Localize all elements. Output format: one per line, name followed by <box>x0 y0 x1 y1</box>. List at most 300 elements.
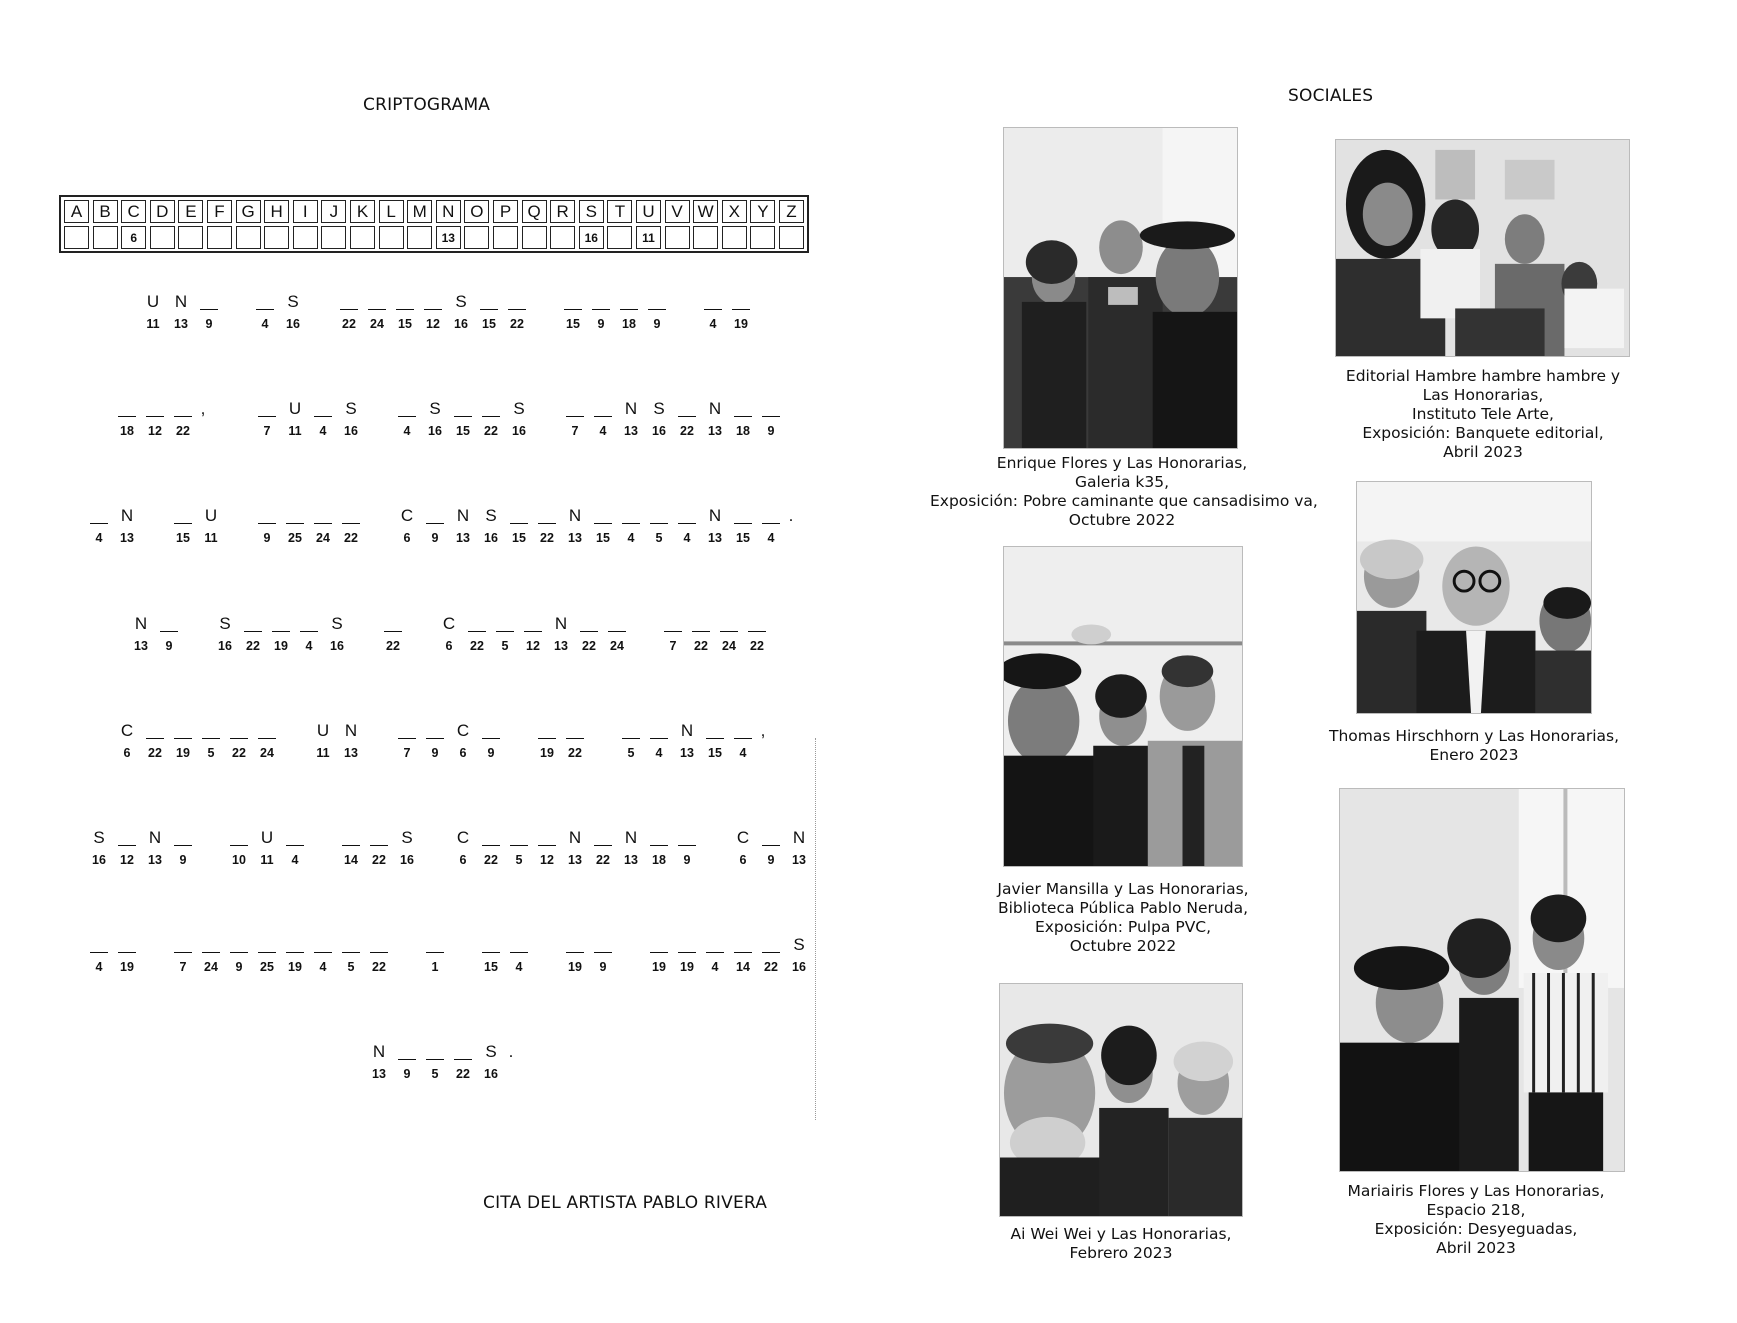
cipher-letter-f: F <box>207 200 232 223</box>
cipher-hint-w[interactable] <box>693 226 718 249</box>
cell-number: 11 <box>288 424 302 438</box>
cell-number: 19 <box>120 960 134 974</box>
cipher-hint-l[interactable] <box>379 226 404 249</box>
blank-line <box>314 952 332 953</box>
blank-line <box>340 309 358 310</box>
cell-number: 22 <box>372 960 386 974</box>
cell-number: 22 <box>344 531 358 545</box>
cipher-letter-o: O <box>464 200 489 223</box>
cell-number: 24 <box>260 746 274 760</box>
blank-line <box>678 845 696 846</box>
cell-letter[interactable]: N <box>624 399 638 418</box>
cell-number: 11 <box>146 317 160 331</box>
cell-letter[interactable]: S <box>93 828 105 847</box>
blank-line <box>468 631 486 632</box>
cell-number: 16 <box>92 853 106 867</box>
cell-letter[interactable]: S <box>485 506 497 525</box>
cell-number: 15 <box>484 960 498 974</box>
blank-line <box>258 738 276 739</box>
blank-line <box>454 1059 472 1060</box>
photo-editorial-hambre <box>1335 139 1630 357</box>
caption-line: Editorial Hambre hambre hambre y <box>1345 367 1621 385</box>
cell-number: 6 <box>459 853 467 867</box>
blank-line <box>384 631 402 632</box>
cell-number: 19 <box>652 960 666 974</box>
cell-letter[interactable]: S <box>219 614 231 633</box>
cell-number: 22 <box>372 853 386 867</box>
caption-line: Biblioteca Pública Pablo Neruda, <box>997 899 1249 917</box>
cell-number: 16 <box>330 639 344 653</box>
cipher-hint-c[interactable]: 6 <box>121 226 146 249</box>
blank-line <box>146 416 164 417</box>
cell-number: 19 <box>734 317 748 331</box>
blank-line <box>650 845 668 846</box>
cell-number: 13 <box>148 853 162 867</box>
cell-number: 9 <box>431 746 439 760</box>
blank-line <box>762 845 780 846</box>
blank-line <box>762 952 780 953</box>
blank-line <box>286 523 304 524</box>
cipher-hint-q[interactable] <box>522 226 547 249</box>
cell-number: 16 <box>484 1067 498 1081</box>
blank-line <box>510 845 528 846</box>
blank-line <box>342 952 360 953</box>
cell-number: 16 <box>484 531 498 545</box>
cipher-hint-u[interactable]: 11 <box>636 226 661 249</box>
blank-line <box>734 523 752 524</box>
blank-line <box>482 952 500 953</box>
cipher-letter-z: Z <box>779 200 804 223</box>
cipher-hint-y[interactable] <box>750 226 775 249</box>
cell-number: 9 <box>653 317 661 331</box>
cell-number: 19 <box>680 960 694 974</box>
blank-line <box>272 631 290 632</box>
cell-number: 22 <box>148 746 162 760</box>
cell-number: 4 <box>739 746 747 760</box>
cell-number: 6 <box>123 746 131 760</box>
cell-letter[interactable]: S <box>401 828 413 847</box>
cell-number: 15 <box>176 531 190 545</box>
cell-number: 13 <box>344 746 358 760</box>
cipher-hint-k[interactable] <box>350 226 375 249</box>
cipher-hint-t[interactable] <box>607 226 632 249</box>
blank-line <box>762 416 780 417</box>
blank-line <box>370 952 388 953</box>
cell-number: 13 <box>568 853 582 867</box>
caption-line: Exposición: Pobre caminante que cansadisimo va, <box>930 492 1318 510</box>
cell-number: 15 <box>398 317 412 331</box>
photo-image <box>1340 789 1624 1171</box>
blank-line <box>538 523 556 524</box>
cell-number: 16 <box>512 424 526 438</box>
blank-line <box>704 309 722 310</box>
cell-number: 4 <box>95 531 103 545</box>
cell-letter[interactable]: C <box>400 506 414 525</box>
cipher-hint-h[interactable] <box>264 226 289 249</box>
caption-line: Galeria k35, <box>1074 473 1170 491</box>
cell-number: 4 <box>709 317 717 331</box>
cell-number: 4 <box>319 424 327 438</box>
cell-number: 9 <box>403 1067 411 1081</box>
cell-number: 9 <box>165 639 173 653</box>
cell-letter[interactable]: S <box>331 614 343 633</box>
cell-number: 12 <box>426 317 440 331</box>
cipher-letter-k: K <box>350 200 375 223</box>
blank-line <box>174 523 192 524</box>
punctuation-mark: , <box>760 721 766 740</box>
cell-letter[interactable]: U <box>316 721 330 740</box>
quote-credit: CITA DEL ARTISTA PABLO RIVERA <box>483 1193 768 1213</box>
punctuation-mark: . <box>508 1042 514 1061</box>
caption-line: Mariairis Flores y Las Honorarias, <box>1347 1182 1605 1200</box>
photo-image <box>1357 482 1591 713</box>
blank-line <box>692 631 710 632</box>
blank-line <box>510 523 528 524</box>
blank-line <box>734 952 752 953</box>
cell-letter[interactable]: S <box>793 935 805 954</box>
cipher-hint-o[interactable] <box>464 226 489 249</box>
cell-number: 6 <box>445 639 453 653</box>
cipher-hint-g[interactable] <box>236 226 261 249</box>
cipher-letter-t: T <box>607 200 632 223</box>
cell-number: 4 <box>261 317 269 331</box>
cell-number: 13 <box>680 746 694 760</box>
cell-letter[interactable]: N <box>120 506 134 525</box>
cipher-hint-r[interactable] <box>550 226 575 249</box>
blank-line <box>734 738 752 739</box>
blank-line <box>426 1059 444 1060</box>
photo-image <box>1000 984 1242 1216</box>
blank-line <box>398 416 416 417</box>
blank-line <box>398 1059 416 1060</box>
cell-letter[interactable]: S <box>485 1042 497 1061</box>
cell-number: 7 <box>263 424 271 438</box>
caption-mariairis-flores <box>1326 1182 1626 1258</box>
cell-letter[interactable]: S <box>287 292 299 311</box>
caption-enrique-flores <box>930 454 1318 530</box>
blank-line <box>480 309 498 310</box>
cell-letter[interactable]: U <box>146 292 160 311</box>
cell-number: 4 <box>95 960 103 974</box>
cell-number: 13 <box>120 531 134 545</box>
cell-number: 9 <box>683 853 691 867</box>
cell-letter[interactable]: N <box>174 292 188 311</box>
caption-javier-mansilla <box>963 880 1283 956</box>
cipher-letter-n: N <box>436 200 461 223</box>
photo-enrique-flores <box>1003 127 1238 449</box>
blank-line <box>762 523 780 524</box>
blank-line <box>648 309 666 310</box>
cell-letter[interactable]: N <box>344 721 358 740</box>
caption-line: Febrero 2023 <box>1069 1244 1173 1262</box>
cipher-hint-d[interactable] <box>150 226 175 249</box>
cell-number: 4 <box>711 960 719 974</box>
cell-letter[interactable]: C <box>120 721 134 740</box>
cell-number: 11 <box>316 746 330 760</box>
caption-line: Espacio 218, <box>1426 1201 1526 1219</box>
cipher-key-table <box>59 195 809 253</box>
cell-number: 9 <box>263 531 271 545</box>
cell-number: 24 <box>722 639 736 653</box>
blank-line <box>174 416 192 417</box>
blank-line <box>592 309 610 310</box>
cipher-hint-n[interactable]: 13 <box>436 226 461 249</box>
blank-line <box>678 416 696 417</box>
cipher-hint-i[interactable] <box>293 226 318 249</box>
cell-letter[interactable]: S <box>455 292 467 311</box>
cell-letter[interactable]: N <box>624 828 638 847</box>
cell-number: 4 <box>305 639 313 653</box>
cell-number: 9 <box>235 960 243 974</box>
cell-letter[interactable]: C <box>736 828 750 847</box>
blank-line <box>300 631 318 632</box>
cell-number: 9 <box>487 746 495 760</box>
caption-editorial-hambre <box>1322 367 1644 462</box>
cipher-hint-a[interactable] <box>64 226 89 249</box>
cipher-hint-f[interactable] <box>207 226 232 249</box>
cell-number: 19 <box>176 746 190 760</box>
blank-line <box>426 952 444 953</box>
blank-line <box>118 952 136 953</box>
cell-number: 13 <box>708 424 722 438</box>
blank-line <box>510 952 528 953</box>
cell-number: 6 <box>403 531 411 545</box>
blank-line <box>566 738 584 739</box>
blank-line <box>368 309 386 310</box>
blank-line <box>146 738 164 739</box>
blank-line <box>90 523 108 524</box>
blank-line <box>748 631 766 632</box>
blank-line <box>594 952 612 953</box>
cell-number: 6 <box>459 746 467 760</box>
cell-letter[interactable]: N <box>372 1042 386 1061</box>
cipher-hint-p[interactable] <box>493 226 518 249</box>
cell-number: 9 <box>431 531 439 545</box>
cipher-letter-j: J <box>321 200 346 223</box>
dotted-divider <box>815 738 816 1120</box>
blank-line <box>230 845 248 846</box>
cipher-hint-z[interactable] <box>779 226 804 249</box>
cell-number: 4 <box>627 531 635 545</box>
blank-line <box>314 523 332 524</box>
blank-line <box>118 416 136 417</box>
cell-letter[interactable]: U <box>204 506 218 525</box>
blank-line <box>650 523 668 524</box>
caption-line: Abril 2023 <box>1443 443 1523 461</box>
cell-letter[interactable]: N <box>680 721 694 740</box>
cell-number: 5 <box>431 1067 439 1081</box>
blank-line <box>566 416 584 417</box>
cipher-letter-v: V <box>665 200 690 223</box>
photo-ai-wei-wei <box>999 983 1243 1217</box>
cell-number: 12 <box>526 639 540 653</box>
cell-number: 5 <box>515 853 523 867</box>
blank-line <box>230 738 248 739</box>
blank-line <box>496 631 514 632</box>
cell-number: 9 <box>179 853 187 867</box>
blank-line <box>258 523 276 524</box>
cell-number: 9 <box>205 317 213 331</box>
cell-number: 14 <box>736 960 750 974</box>
cell-number: 12 <box>540 853 554 867</box>
cell-number: 19 <box>288 960 302 974</box>
cell-number: 22 <box>750 639 764 653</box>
cell-number: 22 <box>596 853 610 867</box>
cell-number: 24 <box>316 531 330 545</box>
cipher-hint-j[interactable] <box>321 226 346 249</box>
cell-number: 5 <box>655 531 663 545</box>
blank-line <box>314 416 332 417</box>
cipher-letter-r: R <box>550 200 575 223</box>
cell-letter[interactable]: N <box>134 614 148 633</box>
cell-number: 12 <box>148 424 162 438</box>
cell-number: 9 <box>599 960 607 974</box>
cell-letter[interactable]: N <box>554 614 568 633</box>
cipher-letter-h: H <box>264 200 289 223</box>
blank-line <box>342 523 360 524</box>
cipher-letter-c: C <box>121 200 146 223</box>
cell-number: 4 <box>683 531 691 545</box>
blank-line <box>118 845 136 846</box>
cell-letter[interactable]: S <box>429 399 441 418</box>
cell-number: 22 <box>484 853 498 867</box>
blank-line <box>594 523 612 524</box>
cipher-hint-v[interactable] <box>665 226 690 249</box>
cell-letter[interactable]: S <box>513 399 525 418</box>
cell-letter[interactable]: U <box>288 399 302 418</box>
cipher-letter-w: W <box>693 200 718 223</box>
cipher-letter-b: B <box>93 200 118 223</box>
blank-line <box>622 738 640 739</box>
cell-number: 25 <box>288 531 302 545</box>
caption-line: Exposición: Banquete editorial, <box>1362 424 1604 442</box>
cell-number: 13 <box>568 531 582 545</box>
blank-line <box>230 952 248 953</box>
blank-line <box>620 309 638 310</box>
cell-number: 22 <box>540 531 554 545</box>
blank-line <box>160 631 178 632</box>
cell-number: 16 <box>454 317 468 331</box>
cell-letter[interactable]: S <box>345 399 357 418</box>
blank-line <box>622 523 640 524</box>
cell-number: 1 <box>431 960 439 974</box>
socials-title: SOCIALES <box>1288 86 1374 106</box>
cell-number: 13 <box>792 853 806 867</box>
cell-number: 18 <box>652 853 666 867</box>
caption-line: Instituto Tele Arte, <box>1412 405 1554 423</box>
cell-letter[interactable]: C <box>456 828 470 847</box>
blank-line <box>594 416 612 417</box>
cell-number: 5 <box>207 746 215 760</box>
cell-letter[interactable]: N <box>568 828 582 847</box>
cell-letter[interactable]: N <box>792 828 806 847</box>
cell-number: 4 <box>319 960 327 974</box>
cell-letter[interactable]: C <box>442 614 456 633</box>
blank-line <box>244 631 262 632</box>
cipher-letter-x: X <box>722 200 747 223</box>
cipher-letter-l: L <box>379 200 404 223</box>
cell-number: 15 <box>566 317 580 331</box>
cell-letter[interactable]: U <box>260 828 274 847</box>
cell-letter[interactable]: N <box>568 506 582 525</box>
cell-number: 22 <box>386 639 400 653</box>
cipher-hint-m[interactable] <box>407 226 432 249</box>
blank-line <box>706 738 724 739</box>
cipher-hint-s[interactable]: 16 <box>579 226 604 249</box>
cell-number: 22 <box>582 639 596 653</box>
caption-line: Exposición: Pulpa PVC, <box>1034 918 1212 936</box>
caption-line: Exposición: Desyeguadas, <box>1374 1220 1578 1238</box>
blank-line <box>482 738 500 739</box>
cell-number: 10 <box>232 853 246 867</box>
cell-number: 15 <box>596 531 610 545</box>
blank-line <box>580 631 598 632</box>
blank-line <box>650 738 668 739</box>
blank-line <box>370 845 388 846</box>
cell-letter[interactable]: N <box>148 828 162 847</box>
cell-letter[interactable]: N <box>456 506 470 525</box>
blank-line <box>564 309 582 310</box>
cell-number: 18 <box>120 424 134 438</box>
cell-number: 4 <box>515 960 523 974</box>
blank-line <box>608 631 626 632</box>
cell-letter[interactable]: C <box>456 721 470 740</box>
cell-number: 13 <box>134 639 148 653</box>
blank-line <box>424 309 442 310</box>
cipher-letter-s: S <box>579 200 604 223</box>
cipher-hint-x[interactable] <box>722 226 747 249</box>
photo-image <box>1336 140 1629 356</box>
blank-line <box>566 952 584 953</box>
cell-number: 13 <box>624 424 638 438</box>
blank-line <box>664 631 682 632</box>
blank-line <box>90 952 108 953</box>
blank-line <box>524 631 542 632</box>
caption-line: Las Honorarias, <box>1422 386 1544 404</box>
cell-number: 6 <box>739 853 747 867</box>
punctuation-mark: . <box>788 506 794 525</box>
blank-line <box>200 309 218 310</box>
cell-number: 15 <box>482 317 496 331</box>
blank-line <box>454 416 472 417</box>
cipher-hint-e[interactable] <box>178 226 203 249</box>
cell-number: 12 <box>120 853 134 867</box>
cell-number: 5 <box>347 960 355 974</box>
blank-line <box>650 952 668 953</box>
cipher-letter-e: E <box>178 200 203 223</box>
cell-number: 16 <box>218 639 232 653</box>
cell-letter[interactable]: N <box>708 399 722 418</box>
cipher-letter-d: D <box>150 200 175 223</box>
cell-number: 7 <box>571 424 579 438</box>
cell-number: 4 <box>599 424 607 438</box>
cell-number: 16 <box>652 424 666 438</box>
cell-letter[interactable]: S <box>653 399 665 418</box>
cell-number: 22 <box>764 960 778 974</box>
photo-javier-mansilla <box>1003 546 1243 867</box>
cell-number: 22 <box>246 639 260 653</box>
blank-line <box>678 952 696 953</box>
cell-letter[interactable]: N <box>708 506 722 525</box>
cell-number: 4 <box>403 424 411 438</box>
cipher-letter-i: I <box>293 200 318 223</box>
photo-mariairis-flores <box>1339 788 1625 1172</box>
cipher-hint-b[interactable] <box>93 226 118 249</box>
cell-number: 22 <box>484 424 498 438</box>
cell-number: 16 <box>428 424 442 438</box>
cell-number: 22 <box>176 424 190 438</box>
cell-number: 13 <box>372 1067 386 1081</box>
